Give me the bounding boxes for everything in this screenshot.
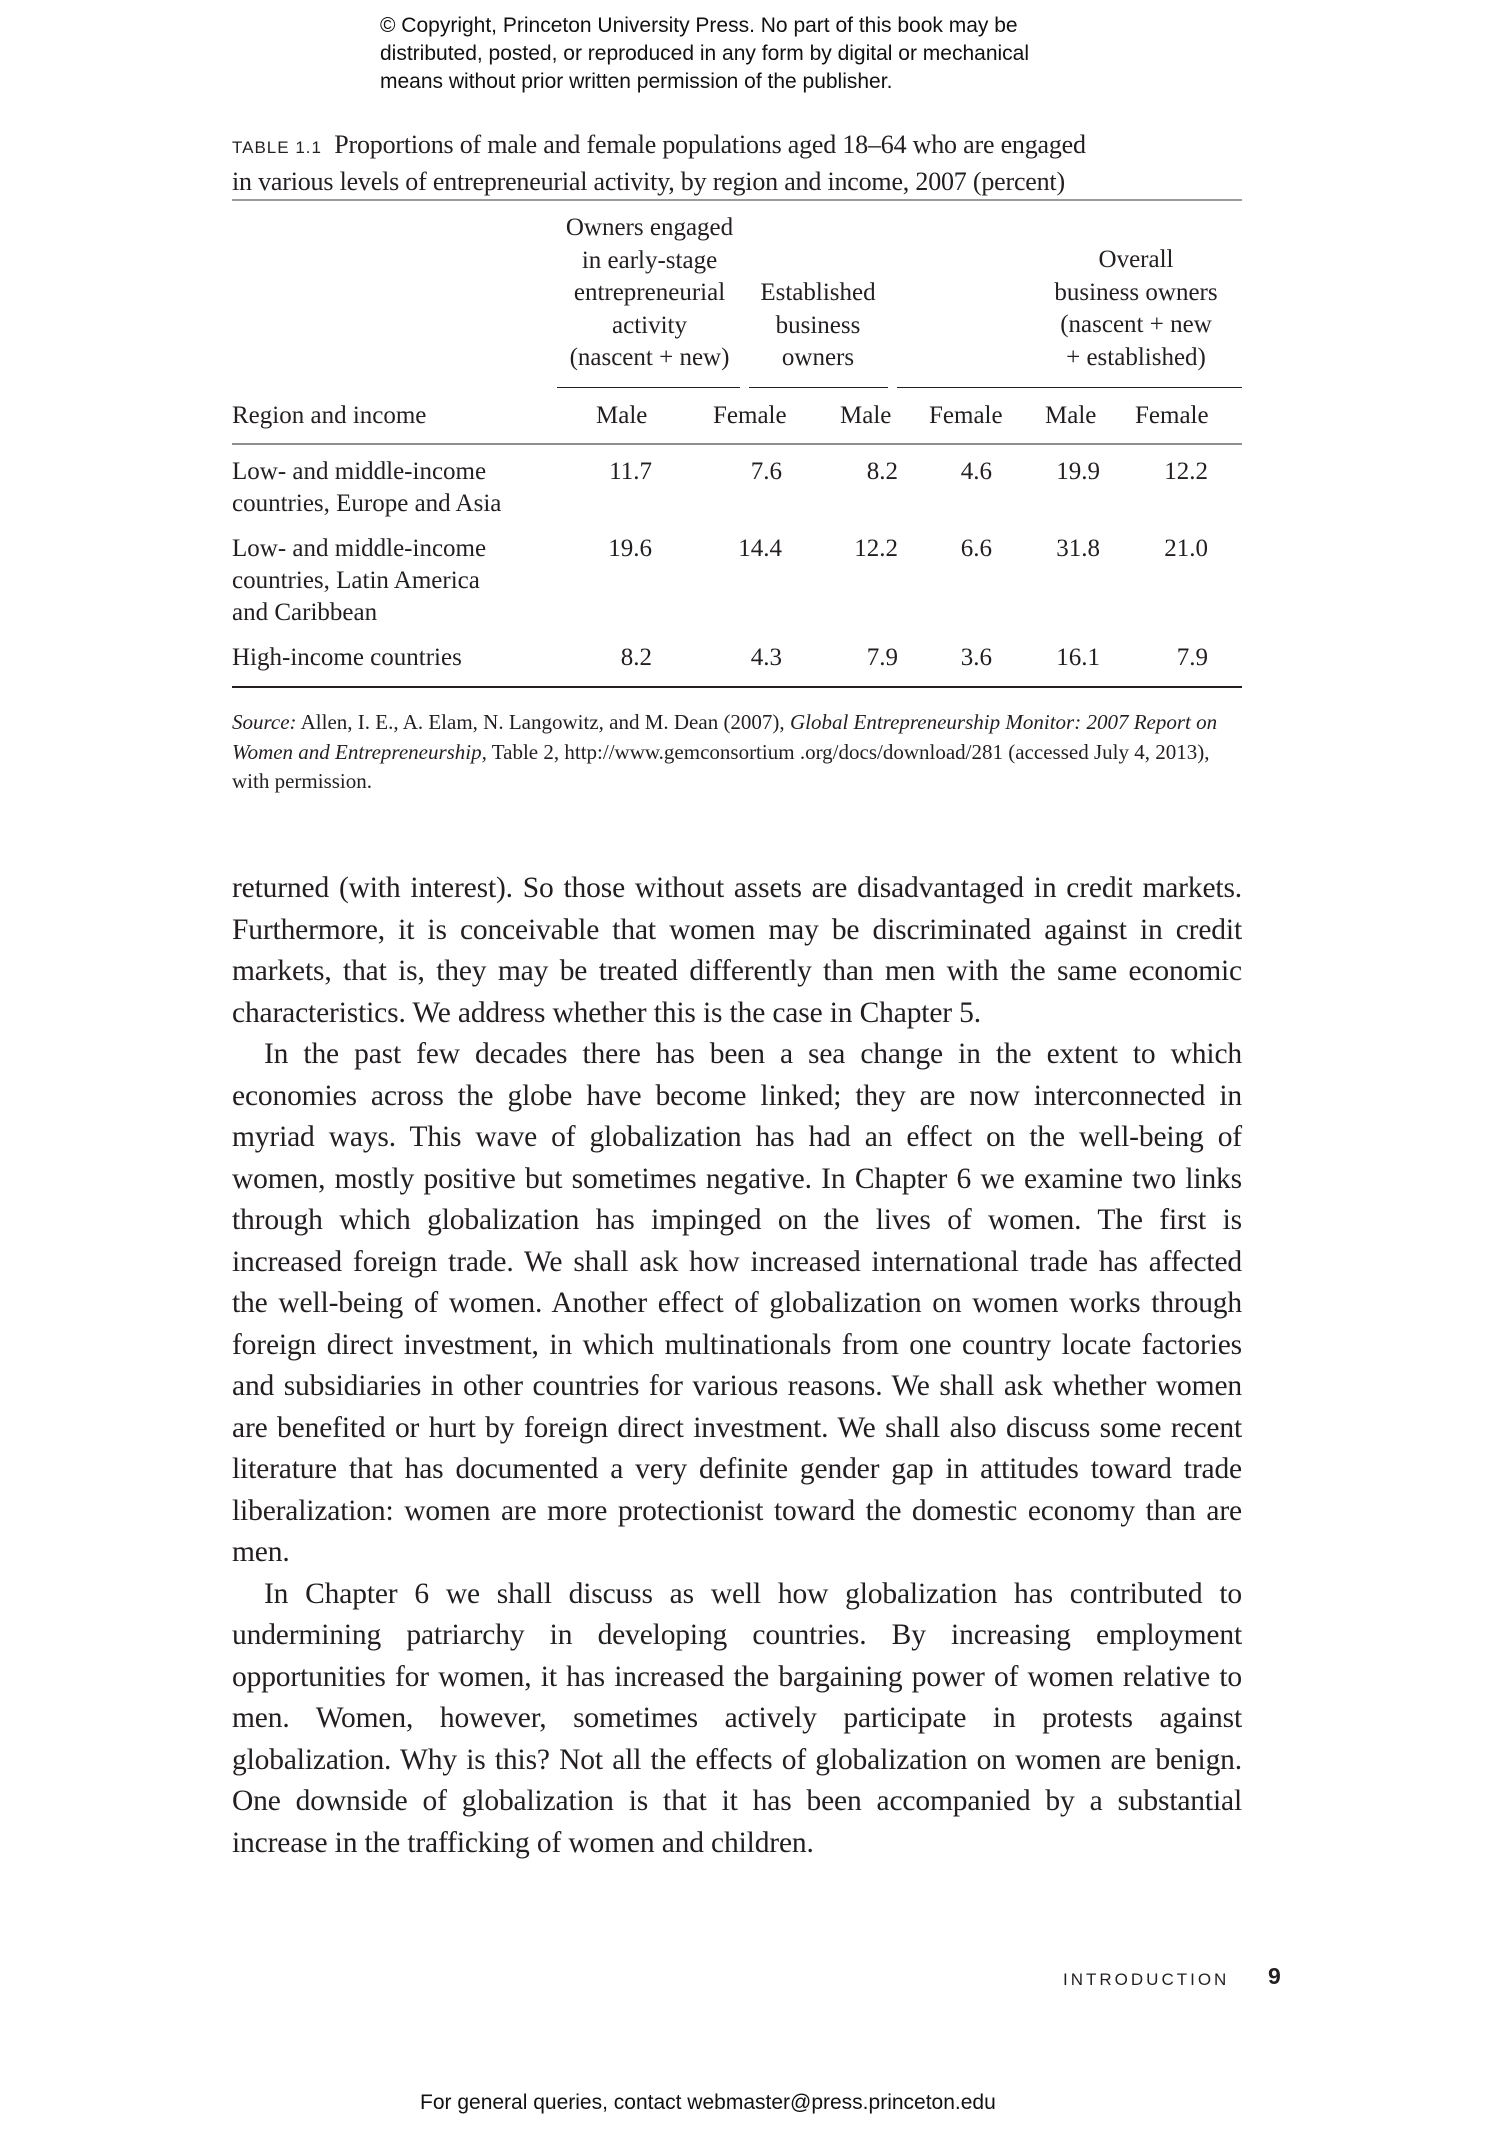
table-header-rule: [232, 443, 1242, 445]
table-cell: 7.9: [866, 644, 898, 671]
source-label: Source:: [232, 710, 297, 734]
table-cell: 6.6: [960, 535, 992, 562]
table-caption: [232, 128, 1244, 199]
table-source-note: [232, 708, 1244, 797]
table-cell: 12.2: [854, 535, 898, 562]
caption-line-2: in various levels of entrepreneurial activity, by region and income, 2007 (percent): [232, 167, 1065, 196]
table-cell: 21.0: [1164, 535, 1208, 562]
table-cell: 31.8: [1056, 535, 1100, 562]
column-header-male: Male: [840, 402, 892, 429]
column-header-male: Male: [596, 402, 648, 429]
table-cell: 4.6: [960, 458, 992, 485]
source-authors: Allen, I. E., A. Elam, N. Langowitz, and M. Dean (2007),: [296, 710, 790, 734]
source-details: Table 2, http://www.gemconsortium .org/docs/download/281 (accessed July 4, 2013), with permission.: [232, 739, 1210, 793]
table-label: TABLE 1.1: [232, 138, 322, 157]
caption-line-1: TABLE 1.1 Proportions of male and female populations aged 18–64 who are engaged: [232, 130, 1086, 159]
source-title: Global Entrepreneurship Monitor: 2007 Report on Women and Entrepreneurship,: [232, 710, 1218, 764]
group-header-established: Established business owners: [760, 279, 876, 371]
spanner-rule-established: [749, 387, 888, 388]
table-cell: 14.4: [738, 535, 782, 562]
table-cell: 3.6: [960, 644, 992, 671]
table-top-rule: [232, 199, 1242, 201]
spanner-rule-overall: [897, 387, 1242, 388]
table-cell: 8.2: [620, 644, 652, 671]
row-label: Low- and middle-income countries, Latin America and Caribbean: [232, 535, 487, 626]
spanner-rule-early-stage: [557, 387, 740, 388]
page-number: 9: [1268, 1963, 1281, 1989]
copyright-line: © Copyright, Princeton University Press. No part of this book may be: [380, 14, 1018, 37]
table-cell: 7.9: [1176, 644, 1208, 671]
table-cell: 11.7: [609, 458, 652, 485]
table-cell: 8.2: [866, 458, 898, 485]
table-cell: 19.9: [1056, 458, 1100, 485]
column-header-female: Female: [929, 402, 1003, 429]
running-foot-section: INTRODUCTION: [1063, 1970, 1230, 1989]
stub-header: Region and income: [232, 402, 427, 429]
column-header-female: Female: [713, 402, 787, 429]
body-text: [232, 868, 1242, 1864]
footer-contact-note: For general queries, contact webmaster@press.princeton.edu: [420, 2091, 996, 2114]
table-cell: 19.6: [608, 535, 652, 562]
column-header-male: Male: [1045, 402, 1097, 429]
copyright-line: means without prior written permission of the publisher.: [380, 70, 893, 93]
row-label: High-income countries: [232, 644, 462, 671]
table-cell: 4.3: [750, 644, 782, 671]
paragraph: In the past few decades there has been a sea change in the extent to which economies across the globe have become linked; they are now interconnected in myriad ways. This wave of globalization has had an effect on the well-being of women, mostly positive but sometimes negative. In Chapter 6 we examine two links through which globalization has impinged on the lives of women. The first is increased foreign trade. We shall ask how increased international trade has affected the well-being of women. Another effect of globalization on women works through foreign direct investment, in which multinationals from one country locate factories and subsidiaries in other countries for various reasons. We shall ask whether women are benefited or hurt by foreign direct investment. We shall also discuss some recent literature that has documented a very definite gender gap in attitudes toward trade liberalization: women are more protectionist toward the domestic economy than are men.: [232, 1038, 1242, 1568]
column-header-female: Female: [1135, 402, 1209, 429]
group-header-early-stage: Owners engaged in early-stage entrepreneurial activity (nascent + new): [565, 214, 734, 371]
paragraph: In Chapter 6 we shall discuss as well how globalization has contributed to undermining patriarchy in developing countries. By increasing employment opportunities for women, it has increased the bargaining power of women relative to men. Women, however, sometimes actively participate in protests against globalization. Why is this? Not all the effects of globalization on women are benign. One downside of globalization is that it has been accompanied by a substantial increase in the trafficking of women and children.: [232, 1577, 1242, 1859]
copyright-notice: [380, 12, 1140, 96]
group-header-overall: Overall business owners (nascent + new + established): [1054, 246, 1218, 371]
row-label: Low- and middle-income countries, Europe and Asia: [232, 458, 502, 517]
table-cell: 16.1: [1056, 644, 1100, 671]
table-cell: 7.6: [750, 458, 782, 485]
paragraph: returned (with interest). So those without assets are disadvantaged in credit markets. Furthermore, it is conceivable that women may be discriminated against in credit markets, that is, they may be treated differently than men with the same economic characteristics. We address whether this is the case in Chapter 5.: [232, 872, 1242, 1029]
copyright-line: distributed, posted, or reproduced in any form by digital or mechanical: [380, 42, 1030, 65]
table-bottom-rule: [232, 686, 1242, 688]
table-cell: 12.2: [1164, 458, 1208, 485]
